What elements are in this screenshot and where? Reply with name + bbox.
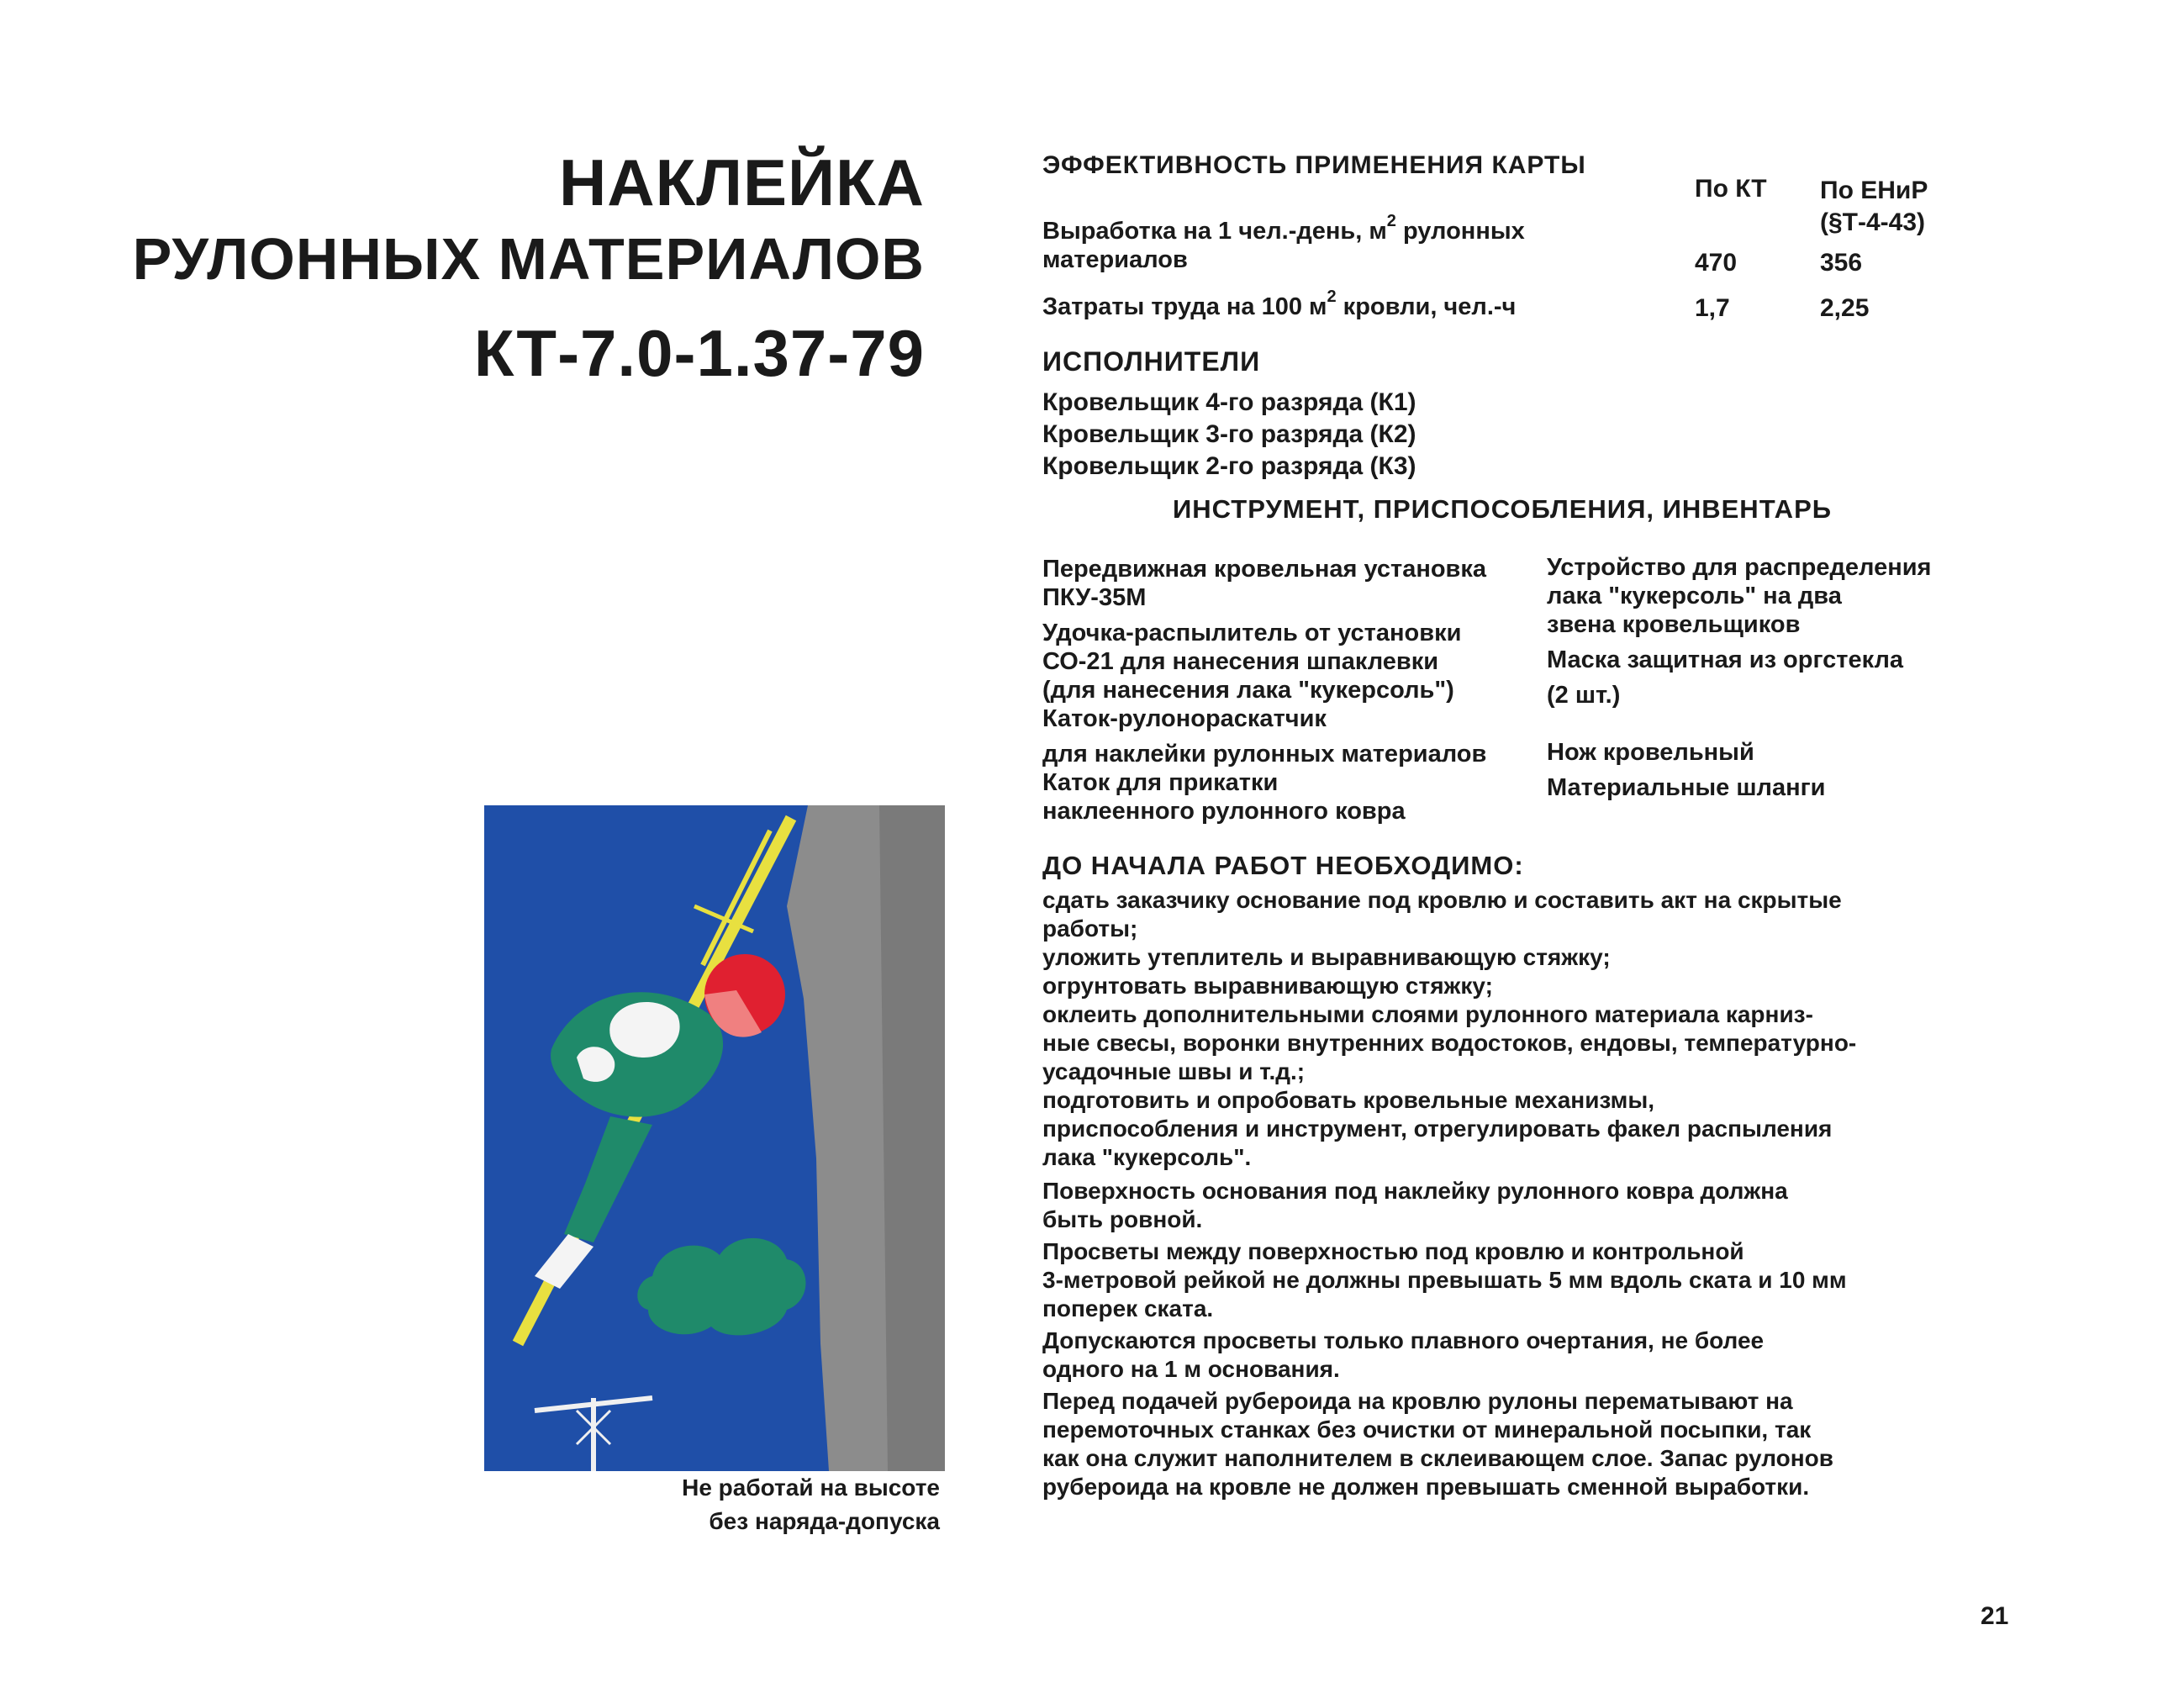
text-line: как она служит наполнителем в склеивающем слое. Запас рулонов: [1042, 1445, 1833, 1471]
text-line: сдать заказчику основание под кровлю и составить акт на скрытые: [1042, 887, 1842, 913]
tool-item: Материальные шланги: [1547, 774, 1826, 801]
performer-item: Кровельщик 2-го разряда (К3): [1042, 452, 1416, 480]
text-line: быть ровной.: [1042, 1206, 1203, 1232]
text-line: поперек ската.: [1042, 1295, 1214, 1321]
text-line: перемоточных станках без очистки от минеральной посыпки, так: [1042, 1416, 1812, 1443]
performer-item: Кровельщик 3-го разряда (К2): [1042, 420, 1416, 448]
safety-poster-image: [484, 805, 945, 1471]
performers-heading: ИСПОЛНИТЕЛИ: [1042, 346, 1261, 377]
tool-item: звена кровельщиков: [1547, 611, 1801, 638]
text-line: работы;: [1042, 915, 1138, 942]
tool-item: Устройство для распределения: [1547, 554, 1932, 581]
efficiency-row1-kt: 470: [1695, 249, 1738, 277]
tool-item: лака "кукерсоль" на два: [1547, 583, 1842, 609]
caption-line: Не работай на высоте: [682, 1474, 940, 1501]
before-work-heading: ДО НАЧАЛА РАБОТ НЕОБХОДИМО:: [1042, 851, 1524, 880]
text-line: приспособления и инструмент, отрегулировать факел распыления: [1042, 1116, 1833, 1142]
text-line: Просветы между поверхностью под кровлю и контрольной: [1042, 1238, 1744, 1264]
efficiency-heading: ЭФФЕКТИВНОСТЬ ПРИМЕНЕНИЯ КАРТЫ: [1042, 151, 1586, 179]
text-line: одного на 1 м основания.: [1042, 1356, 1340, 1382]
efficiency-row2-enir: 2,25: [1820, 294, 1870, 322]
tool-item: Передвижная кровельная установка: [1042, 556, 1487, 583]
tool-item: (для нанесения лака "кукерсоль"): [1042, 677, 1454, 704]
text-line: усадочные швы и т.д.;: [1042, 1058, 1306, 1084]
col-header-kt: По КТ: [1695, 175, 1767, 203]
text-line: рубероида на кровле не должен превышать сменной выработки.: [1042, 1474, 1810, 1500]
document-code: КТ-7.0-1.37-79: [473, 316, 925, 390]
col-header-enir: По ЕНиР: [1820, 177, 1928, 204]
text-line: подготовить и опробовать кровельные механизмы,: [1042, 1087, 1655, 1113]
efficiency-row1-label: Выработка на 1 чел.-день, $м^2$ рулонных: [1042, 212, 1525, 245]
safety-illustration: [484, 805, 945, 1471]
performer-item: Кровельщик 4-го разряда (К1): [1042, 388, 1416, 416]
text-line: Перед подачей рубероида на кровлю рулоны перематывают на: [1042, 1388, 1793, 1414]
performers-list: [1042, 387, 1416, 483]
tool-item: Маска защитная из оргстекла: [1547, 646, 1904, 673]
tool-item: для наклейки рулонных материалов: [1042, 741, 1487, 768]
text-line: уложить утеплитель и выравнивающую стяжку;: [1042, 944, 1611, 970]
tool-item: (2 шт.): [1547, 682, 1621, 709]
tools-left-column: [1042, 555, 1486, 826]
efficiency-row2-kt: 1,7: [1695, 294, 1730, 322]
tool-item: Нож кровельный: [1547, 739, 1754, 766]
tools-heading: ИНСТРУМЕНТ, ПРИСПОСОБЛЕНИЯ, ИНВЕНТАРЬ: [1173, 494, 1833, 524]
caption-line: без наряда-допуска: [709, 1508, 940, 1534]
text-line: оклеить дополнительными слоями рулонного материала карниз-: [1042, 1001, 1813, 1027]
title-line-2: РУЛОННЫХ МАТЕРИАЛОВ: [132, 226, 925, 292]
efficiency-row1-enir: 356: [1820, 249, 1863, 277]
before-work-text: [1042, 886, 1856, 1501]
tool-item: наклеенного рулонного ковра: [1042, 798, 1406, 825]
text-line: Допускаются просветы только плавного очертания, не более: [1042, 1327, 1765, 1353]
tool-item: ПКУ-35М: [1042, 584, 1147, 611]
text-line: 3-метровой рейкой не должны превышать 5 мм вдоль ската и 10 мм: [1042, 1267, 1847, 1293]
col-header-enir-ref: (§Т-4-43): [1820, 208, 1926, 236]
tool-item: Каток для прикатки: [1042, 769, 1279, 796]
page-number: 21: [1981, 1602, 2009, 1630]
text-line: Поверхность основания под наклейку рулонного ковра должна: [1042, 1178, 1788, 1204]
tool-item: Удочка-распылитель от установки: [1042, 620, 1462, 646]
tool-item: СО-21 для нанесения шпаклевки: [1042, 648, 1439, 675]
text-line: огрунтовать выравнивающую стяжку;: [1042, 973, 1493, 999]
title-line-1: НАКЛЕЙКА: [558, 145, 925, 219]
text-line: лака "кукерсоль".: [1042, 1144, 1252, 1170]
efficiency-row1-label-cont: материалов: [1042, 246, 1188, 273]
efficiency-row2-label: Затраты труда на 100 $м^2$ кровли, чел.-ч: [1042, 287, 1517, 320]
illustration-caption: [682, 1471, 940, 1538]
tools-right-column: [1547, 553, 1931, 802]
text-line: ные свесы, воронки внутренних водостоков, ендовы, температурно-: [1042, 1030, 1857, 1056]
tool-item: Каток-рулонораскатчик: [1042, 705, 1327, 732]
